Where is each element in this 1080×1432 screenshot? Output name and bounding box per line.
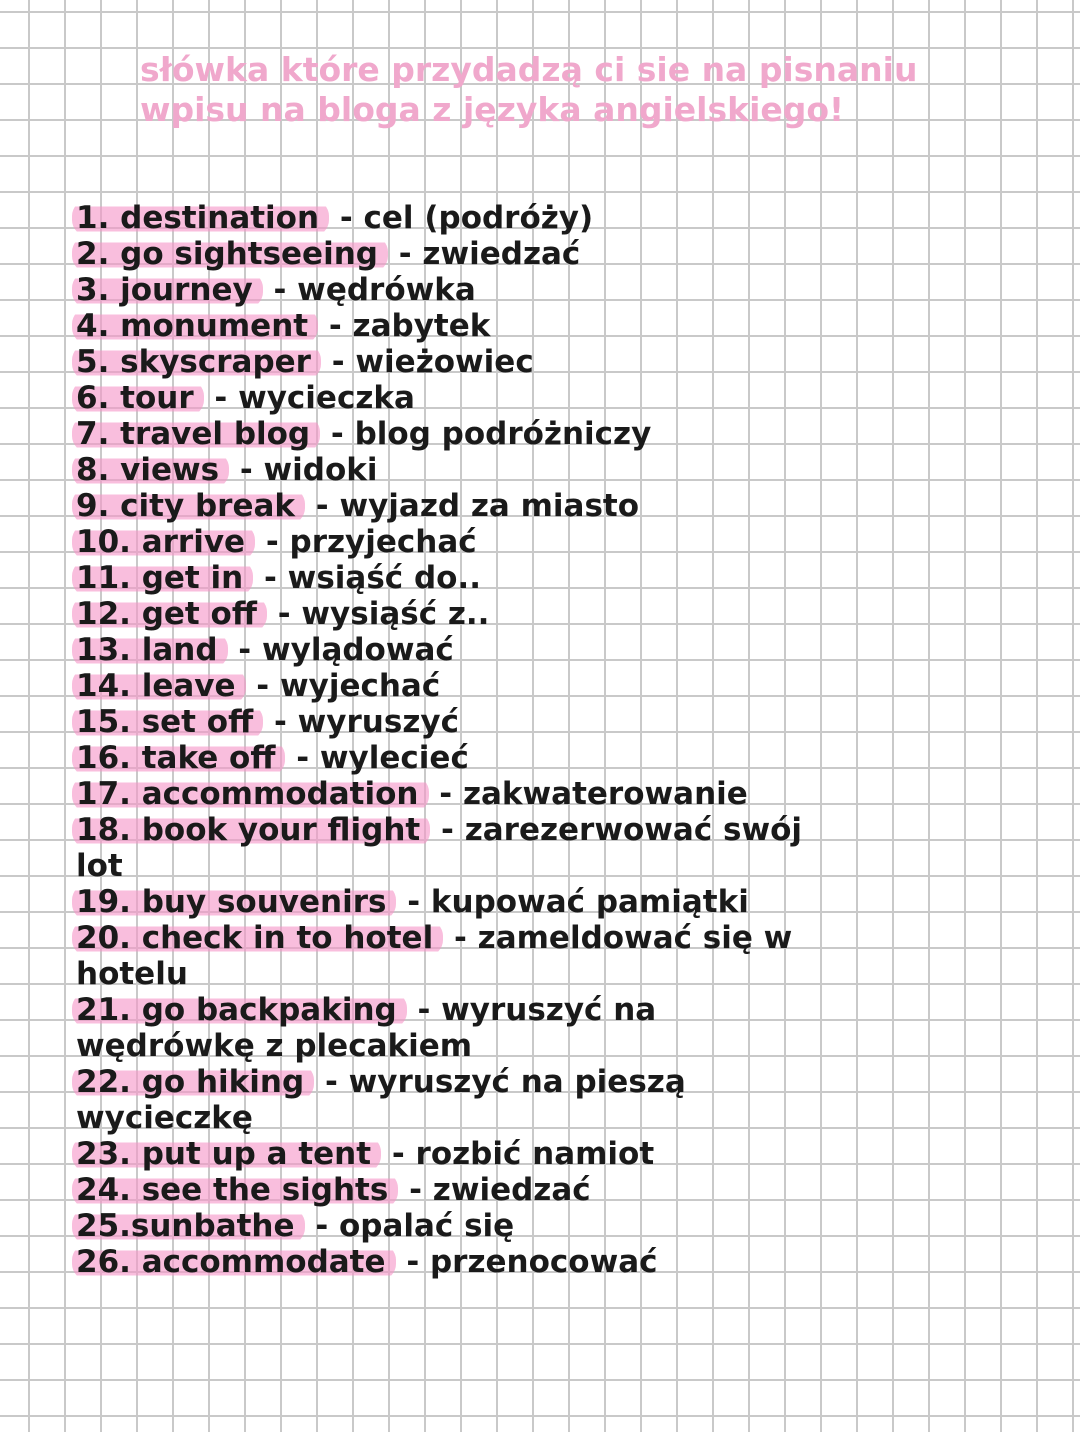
list-item: [76, 524, 836, 560]
vocab-term: 8. views: [72, 452, 229, 488]
list-item: [76, 1208, 836, 1244]
vocab-translation: - widoki: [229, 452, 378, 488]
list-item: [76, 200, 836, 236]
vocab-term: 12. get off: [72, 596, 267, 632]
vocab-translation: - przenocować: [395, 1244, 658, 1280]
vocab-term: 5. skyscraper: [72, 344, 321, 380]
vocab-term: 2. go sightseeing: [72, 236, 388, 272]
list-item: [76, 920, 836, 992]
page-title-line-2: wpisu na bloga z języka angielskiego!: [140, 90, 845, 129]
vocab-translation: - kupować pamiątki: [396, 884, 749, 920]
vocab-translation: - zarezerwować swój lot: [76, 812, 803, 884]
page-title: [140, 50, 1040, 130]
vocab-translation: - zwiedzać: [398, 1172, 591, 1208]
vocab-translation: - rozbić namiot: [381, 1136, 655, 1172]
vocab-term: 23. put up a tent: [72, 1136, 381, 1172]
list-item: [76, 632, 836, 668]
list-item: [76, 308, 836, 344]
vocab-translation: - zakwaterowanie: [428, 776, 748, 812]
vocab-term: 17. accommodation: [72, 776, 429, 812]
list-item: [76, 740, 836, 776]
list-item: [76, 488, 836, 524]
page-title-line-1: słówka które przydadzą ci sie na pisnaniu: [140, 50, 918, 89]
vocab-term: 21. go backpaking: [72, 992, 407, 1028]
list-item: [76, 560, 836, 596]
vocab-term: 6. tour: [72, 380, 204, 416]
vocab-translation: - wyruszyć na wędrówkę z plecakiem: [76, 992, 657, 1064]
list-item: [76, 1244, 836, 1280]
list-item: [76, 1172, 836, 1208]
vocab-translation: - zwiedzać: [387, 236, 581, 272]
vocab-translation: - zameldować się w hotelu: [76, 920, 793, 992]
vocab-translation: - wylecieć: [285, 740, 469, 776]
vocab-term: 20. check in to hotel: [72, 920, 443, 956]
vocab-translation: - wyruszyć: [263, 704, 459, 740]
list-item: [76, 416, 836, 452]
vocab-translation: - wędrówka: [262, 272, 476, 308]
vocab-term: 1. destination: [72, 200, 329, 236]
vocab-translation: - zabytek: [318, 308, 491, 344]
vocab-term: 4. monument: [72, 308, 318, 344]
vocab-term: 24. see the sights: [72, 1172, 398, 1208]
vocab-translation: - wyruszyć na pieszą wycieczkę: [76, 1064, 686, 1136]
list-item: [76, 776, 836, 812]
vocab-translation: - wyjechać: [245, 668, 441, 704]
list-item: [76, 992, 836, 1064]
list-item: [76, 1136, 836, 1172]
vocab-translation: - wycieczka: [203, 380, 415, 416]
vocab-term: 18. book your flight: [72, 812, 430, 848]
vocab-term: 15. set off: [72, 704, 263, 740]
vocab-term: 11. get in: [72, 560, 253, 596]
vocab-term: 3. journey: [72, 272, 263, 308]
vocab-term: 13. land: [72, 632, 228, 668]
vocab-translation: - wieżowiec: [320, 344, 534, 380]
list-item: [76, 704, 836, 740]
vocab-term: 19. buy souvenirs: [72, 884, 396, 920]
vocab-term: 22. go hiking: [72, 1064, 314, 1100]
list-item: [76, 596, 836, 632]
list-item: [76, 344, 836, 380]
vocab-translation: - cel (podróży): [329, 200, 594, 236]
vocab-term: 25.sunbathe: [72, 1208, 305, 1244]
vocab-translation: - wyjazd za miasto: [305, 488, 640, 524]
vocab-translation: - wysiąść z..: [266, 596, 490, 632]
vocab-term: 16. take off: [72, 740, 285, 776]
list-item: [76, 236, 836, 272]
list-item: [76, 812, 836, 884]
vocab-translation: - przyjechać: [255, 524, 477, 560]
vocab-term: 7. travel blog: [72, 416, 320, 452]
list-item: [76, 1064, 836, 1136]
list-item: [76, 884, 836, 920]
list-item: [76, 380, 836, 416]
list-item: [76, 668, 836, 704]
list-item: [76, 452, 836, 488]
vocab-term: 9. city break: [72, 488, 305, 524]
vocabulary-list: [76, 200, 836, 1280]
vocab-translation: - opalać się: [304, 1208, 515, 1244]
list-item: [76, 272, 836, 308]
vocab-translation: - wsiąść do..: [253, 560, 481, 596]
vocab-term: 14. leave: [72, 668, 246, 704]
vocab-translation: - wylądować: [227, 632, 454, 668]
vocab-translation: - blog podróżniczy: [320, 416, 652, 452]
vocab-term: 10. arrive: [72, 524, 255, 560]
vocab-term: 26. accommodate: [72, 1244, 396, 1280]
